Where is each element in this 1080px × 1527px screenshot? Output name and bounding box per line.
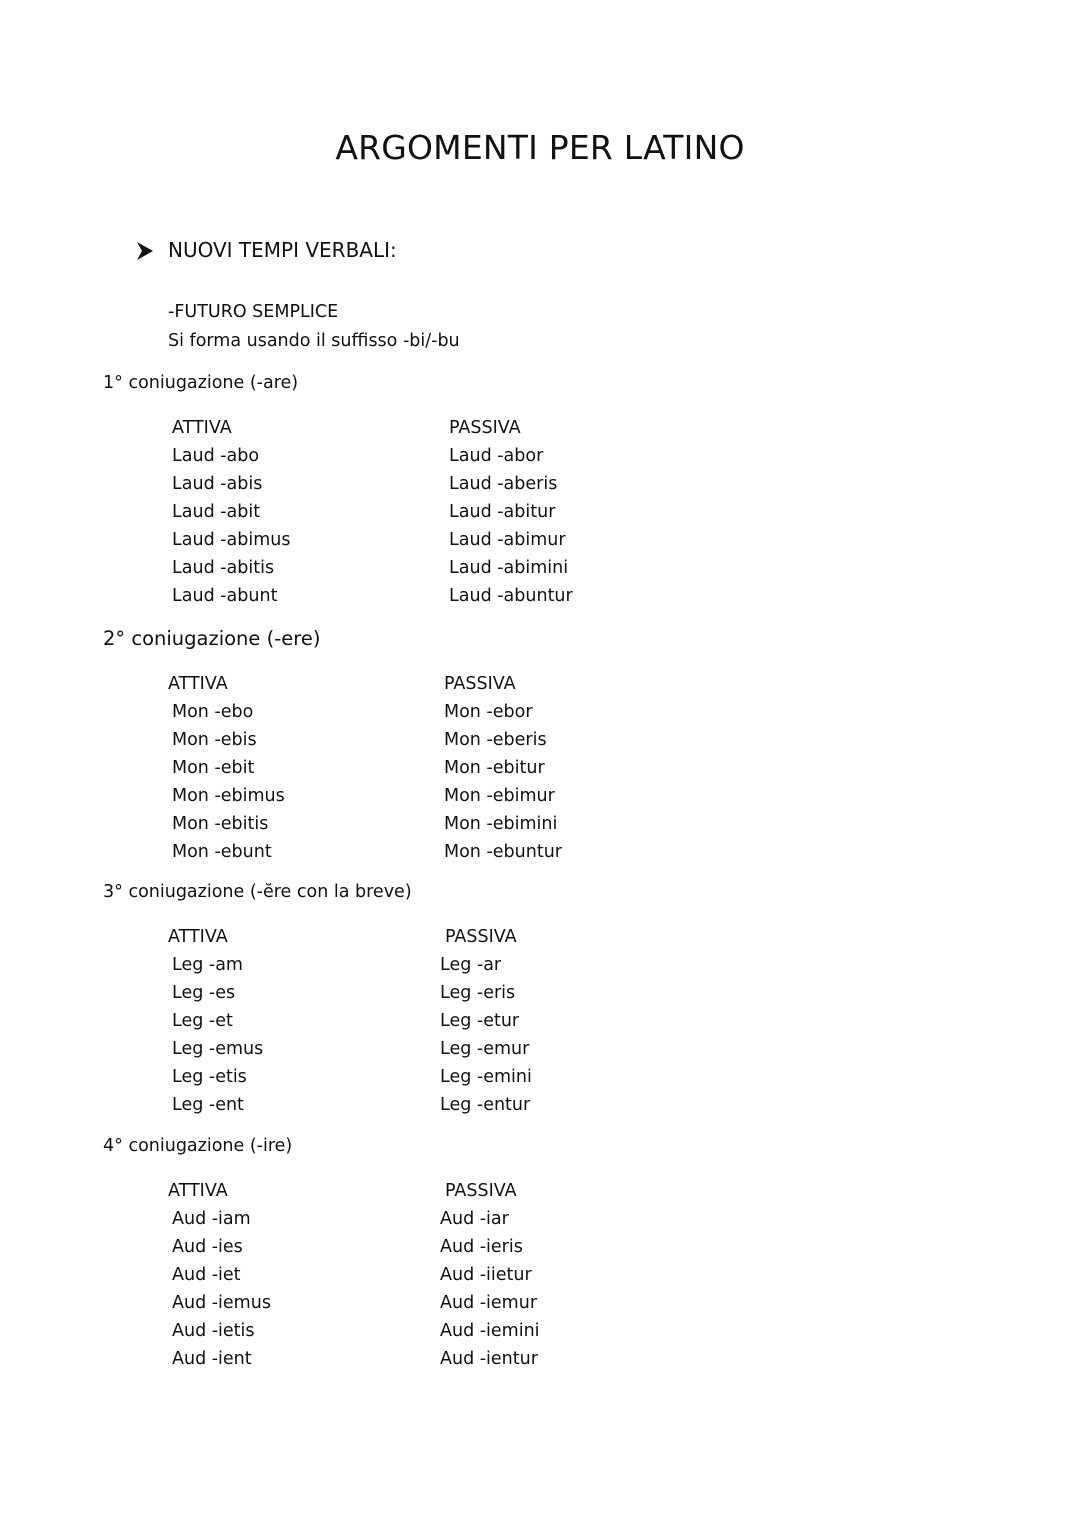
passive-header: PASSIVA (445, 1181, 517, 1201)
passive-form: Laud -abimini (449, 558, 569, 578)
active-column-1 (172, 414, 291, 610)
passive-column-3 (440, 923, 532, 1119)
passive-form: Mon -ebor (444, 702, 533, 722)
active-header: ATTIVA (168, 674, 228, 694)
active-form: Laud -abitis (172, 558, 275, 578)
active-form: Mon -ebis (172, 730, 257, 750)
passive-header: PASSIVA (445, 927, 517, 947)
passive-form: Aud -iietur (440, 1265, 532, 1285)
active-form: Mon -ebitis (172, 814, 269, 834)
active-form: Mon -ebimus (172, 786, 285, 806)
active-form: Aud -iemus (172, 1293, 271, 1313)
active-form: Aud -iam (172, 1209, 251, 1229)
conjugation-label-2: 2° coniugazione (-ere) (103, 627, 321, 650)
passive-form: Laud -aberis (449, 474, 558, 494)
active-form: Mon -ebit (172, 758, 255, 778)
active-form: Leg -etis (172, 1067, 247, 1087)
tense-description: Si forma usando il suffisso -bi/-bu (168, 331, 460, 351)
conjugation-label-3: 3° coniugazione (-ĕre con la breve) (103, 882, 412, 902)
active-form: Leg -ent (172, 1095, 244, 1115)
active-form: Leg -emus (172, 1039, 264, 1059)
passive-column-4 (440, 1177, 540, 1373)
active-form: Aud -ies (172, 1237, 243, 1257)
passive-form: Leg -eris (440, 983, 516, 1003)
section-heading: NUOVI TEMPI VERBALI: (168, 238, 397, 262)
active-header: ATTIVA (172, 418, 232, 438)
passive-form: Leg -emur (440, 1039, 530, 1059)
passive-form: Mon -ebimini (444, 814, 558, 834)
passive-form: Laud -abitur (449, 502, 556, 522)
passive-form: Leg -etur (440, 1011, 520, 1031)
passive-form: Leg -emini (440, 1067, 532, 1087)
active-column-4 (168, 1177, 271, 1373)
active-form: Aud -ient (172, 1349, 252, 1369)
passive-form: Mon -ebitur (444, 758, 545, 778)
active-header: ATTIVA (168, 1181, 228, 1201)
passive-form: Laud -abimur (449, 530, 566, 550)
active-form: Leg -et (172, 1011, 233, 1031)
passive-column-2 (444, 670, 562, 866)
passive-form: Aud -iemini (440, 1321, 540, 1341)
active-form: Laud -abunt (172, 586, 278, 606)
active-header: ATTIVA (168, 927, 228, 947)
active-form: Laud -abis (172, 474, 263, 494)
active-form: Mon -ebunt (172, 842, 272, 862)
passive-form: Laud -abuntur (449, 586, 573, 606)
active-form: Laud -abo (172, 446, 260, 466)
conjugation-label-1: 1° coniugazione (-are) (103, 373, 299, 393)
passive-form: Leg -ar (440, 955, 502, 975)
passive-column-1 (449, 414, 573, 610)
passive-header: PASSIVA (449, 418, 521, 438)
passive-form: Laud -abor (449, 446, 544, 466)
active-column-2 (168, 670, 285, 866)
page-title: ARGOMENTI PER LATINO (335, 128, 745, 167)
passive-form: Mon -ebimur (444, 786, 555, 806)
conjugation-label-4: 4° coniugazione (-ire) (103, 1136, 293, 1156)
tense-subheading: -FUTURO SEMPLICE (168, 302, 339, 322)
active-form: Laud -abimus (172, 530, 291, 550)
active-form: Mon -ebo (172, 702, 254, 722)
active-column-3 (168, 923, 263, 1119)
active-form: Aud -iet (172, 1265, 241, 1285)
passive-form: Aud -ientur (440, 1349, 538, 1369)
passive-form: Aud -iar (440, 1209, 509, 1229)
passive-form: Mon -ebuntur (444, 842, 562, 862)
passive-form: Mon -eberis (444, 730, 547, 750)
arrowhead-bullet-icon (136, 240, 154, 262)
active-form: Laud -abit (172, 502, 261, 522)
active-form: Leg -am (172, 955, 243, 975)
passive-header: PASSIVA (444, 674, 516, 694)
passive-form: Aud -iemur (440, 1293, 538, 1313)
passive-form: Leg -entur (440, 1095, 531, 1115)
active-form: Leg -es (172, 983, 236, 1003)
passive-form: Aud -ieris (440, 1237, 523, 1257)
active-form: Aud -ietis (172, 1321, 255, 1341)
